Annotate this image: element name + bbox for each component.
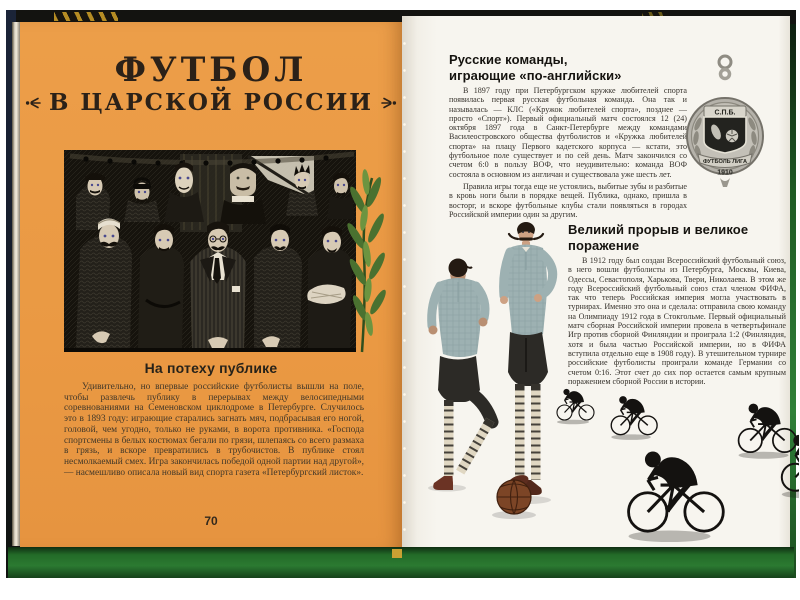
left-page [20,22,402,548]
section1-heading [449,52,699,83]
page-block-edges [12,22,20,546]
page-title-line1: ФУТБОЛ [114,49,308,90]
left-section-heading: На потеху публике [144,360,278,376]
section1-heading-line1: Русские команды, [449,52,568,67]
book-photo [6,10,796,578]
section1-paragraph2: Правила игры тогда еще не устоялись, выбитые зубы и разбитые в кровь ноги были в порядке вещей. Публика, однако, пришла в восторг, и вскоре футбольные клубы стали появляться в городах Российской империи один за другим. [449,181,687,219]
section2-heading-line1: Великий прорыв и великое [568,222,749,237]
book-cover-bottom-edge [8,547,794,578]
page-number: 70 [204,514,218,528]
page-title-line2-row [20,88,402,118]
section2-heading [568,222,788,253]
bookmark-notch [392,549,402,558]
left-body-text [64,382,364,478]
section2-heading-line2: поражение [568,237,640,253]
ornament-left-icon [25,96,41,110]
page-title-line2: В ЦАРСКОЙ РОССИИ [48,89,374,116]
page-title [20,49,402,118]
medal-text-spb: С.П.Б. [714,109,736,117]
cyclists-illustration [554,384,799,572]
medal-text-year: 1910 [717,169,733,177]
section1-paragraph1: В 1897 году при Петербургском кружке любителей спорта появилась первая русская футбольная команда. Она так и называлась — КЛС («Кружок любителей спорта», позднее — просто «Спорт»). Первый официальный матч состоялся 12 (24) октября 1897 года в Санкт-Петербурге между командами Василеостровского общества футболистов и «Кружка любителей спорта» на плацу Первого кадетского корпуса — кстати, это футбольное поле существует и по сей день. Матч закончился со счетом 6:0 в пользу ВОФ, что неудивительно: команда ВОФ состояла в основном из англичан и существовала уже шесть лет. [449,86,687,179]
ornament-right-icon [381,96,397,110]
section1-body [449,86,687,222]
section1-heading-line2: играющие «по-английски» [449,67,622,83]
section2-body [568,256,786,389]
left-paragraph: Удивительно, но впервые российские футболисты вышли на поле, чтобы развлечь публику в перерывах между велосипедными соревнованиями на Семеновском циклодроме в Петербурге. Случилось это в 1893 году: играющие старались загнать мяч, подбрасывая его ногой, головой, чем угодно, только не руками, в ворота противника. «Господа спортсмены в белых костюмах бегали по грязи, шлепаясь со всего размаха в грязь, и вскоре превратились в трубочистов. В публике стоял несмолкаемый смех. Игра закончилась победой одной партии над другой», — насмешливо описала новый вид спорта газета «Петербургский листок». [64,382,364,478]
section2-paragraph1: В 1912 году был создан Всероссийский футбольный союз, в него вошли футболисты из Петербурга, Москвы, Киева, Одессы, Севастополя, Харькова, Твери, Николаева. В этом же году Всероссийский футбольный союз стал членом ФИФА, так что теперь Российская империя могла участвовать в турнирах. Именно это она и сделала: отправила свою команду на Олимпиаду 1912 года в Стокгольме. Первый официальный матч сборная Российской империи провела в четвертьфинале Игр против сборной Финляндии и проиграла 1:2 (Финляндия, хотя и была частью Российской империи, но в ФИФА вступила отдельно еще в 1908 году). В утешительном турнире российские футболисты проиграли команде Германии со счетом 0:16. Этот счет до сих пор остается самым крупным поражением сборной России в истории. [568,256,786,386]
cover-art-stripe [54,12,118,21]
right-page [402,16,790,568]
medal-text-league: ФУТБОЛЬ ЛИГА [703,159,747,165]
footballers-illustration [414,216,574,534]
team-photo-illustration [62,140,392,364]
medal-illustration [684,50,766,204]
binding-stitches [403,30,406,558]
